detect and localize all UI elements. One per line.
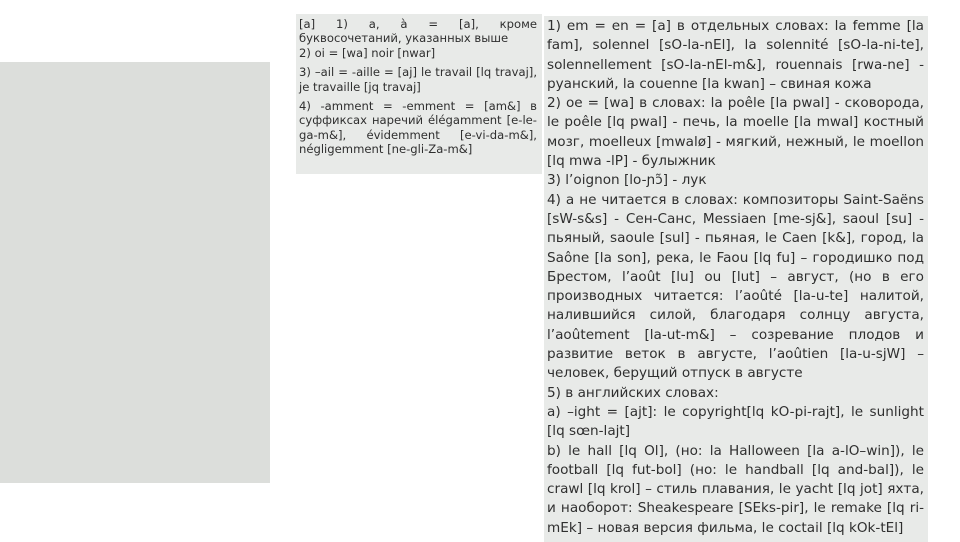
right-paragraph-1: 1) em = en = [a] в отдельных словах: la femme [la fam], solennel [sO-la-nEl], la solennité [sO-la-ni-te], solennellement [sO-la-nEl-m&], rouennais [rwa-ne] - руанский, la couenne [la kwan] – свиная кожа — [547, 18, 924, 92]
left-paragraph-1: [a] 1) a, à = [a], кроме буквосочетаний, указанных выше 2) oi = [wa] noir [nwar] — [299, 17, 537, 60]
decorative-left-band — [0, 62, 270, 483]
left-column-text — [299, 17, 537, 162]
left-paragraph-3: 4) -amment = -emment = [am&] в суффиксах наречий élégamment [e-le-ga-m&], évidemment [e-vi-da-m&], négligemment [ne-gli-Za-m&] — [299, 99, 537, 157]
right-paragraph-5: 5) в английских словах: — [547, 384, 719, 401]
right-paragraph-6: a) –ight = [ajt]: le copyright[lq kO-pi-rajt], le sunlight [lq sœn-lajt] — [547, 403, 924, 440]
right-paragraph-4: 4) a не читается в словах: композиторы Saint-Saëns [sW-s&s] - Сен-Санс, Messiaen [me-sj&], saoul [su] - пьяный, saoule [sul] - пьяная, le Caen [k&], город, la Saône [la son], река, le Faou [lq fu] – городишко под Брестом, l’août [lu] ou [lut] – август, (но в его производных читается: l’aoûté [la-u-te] налитой, налившийся силой, благодаря солнцу августа, l’aoûtement [la-ut-m&] – созревание плодов и развитие веток в августе, l’aoûtien [la-u-sjW] – человек, берущий отпуск в августе — [547, 191, 924, 382]
right-column-text — [547, 17, 924, 538]
left-paragraph-2: 3) –ail = -aille = [aj] le travail [lq travaj], je travaille [jq travaj] — [299, 65, 537, 94]
right-paragraph-7: b) le hall [lq Ol], (но: la Halloween [la a-lO–win]), le football [lq fut-bol] (но: le handball [lq and-bal]), le crawl [lq krol] – стиль плавания, le yacht [lq jot] яхта, и наоборот: Sheakespeare [SEks-pir], le remake [lq ri-mEk] – новая версия фильма, le coctail [lq kOk-tEl] — [547, 442, 924, 536]
right-paragraph-2: 2) oe = [wa] в словах: la poêle [la pwal] - сковорода, le poêle [lq pwal] - печь, la moelle [la mwal] костный мозг, moelleux [mwalø] - мягкий, нежный, le moellon [lq mwa -lP] - булыжник — [547, 95, 924, 170]
right-paragraph-3: 3) l’oignon [lo-ɲɔ̃] - лук — [547, 172, 707, 189]
